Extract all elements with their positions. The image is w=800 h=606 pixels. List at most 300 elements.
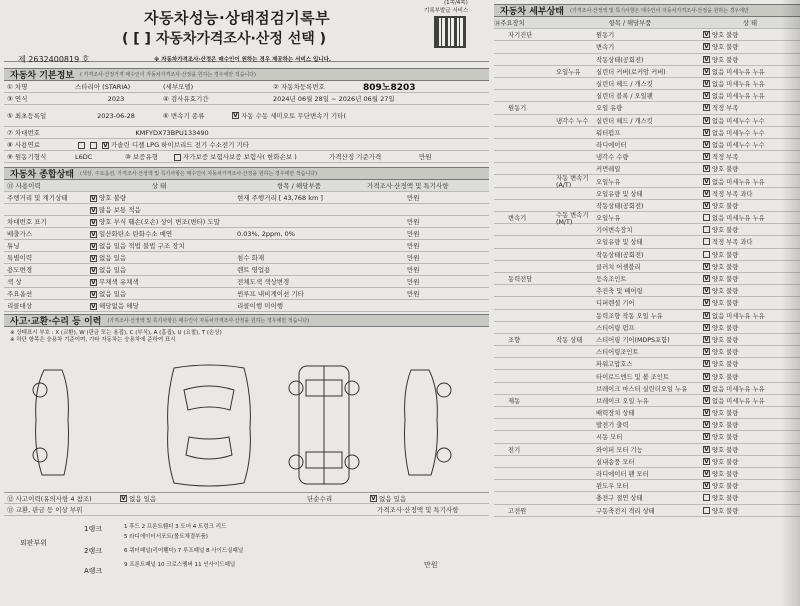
detail-row: [494, 102, 800, 114]
col-usage: ⑪ 사용이력: [7, 182, 41, 190]
overall-row-extra: 만원: [407, 254, 420, 262]
detail-checkbox[interactable]: [703, 433, 710, 440]
detail-sub: 자동 변속기 (A/T): [556, 175, 589, 190]
overall-row-opts: 많음 보통 적음: [99, 206, 141, 214]
legend-note: ※ 하단 항목은 승용차 기준이며, 기타 자동차는 승용차에 준하여 표시: [10, 337, 176, 344]
value-accident: 없음 있음: [129, 494, 157, 503]
detail-group: 고전원: [508, 507, 527, 515]
value-engine-type: L6DC: [75, 152, 93, 161]
warranty-options: [168, 152, 326, 161]
checkbox-self-warranty[interactable]: [174, 154, 181, 161]
detail-row: [494, 322, 800, 334]
overall-row-name: 리콜대상: [7, 302, 33, 310]
label-price-note: 가격조사·산정액 및 특기사항: [377, 506, 459, 514]
detail-checkbox[interactable]: [703, 226, 710, 233]
detail-row: [494, 90, 800, 102]
detail-checkbox[interactable]: [703, 238, 710, 245]
overall-row-opts: 해당없음 해당: [99, 302, 139, 310]
label-fuel: ⑧ 사용연료: [7, 141, 41, 149]
overall-row-name: 주요옵션: [7, 290, 33, 298]
overall-row-opts: 없음 있음 적법 불법 구조 장치: [99, 242, 185, 250]
overall-row-opts: 양호 불량: [99, 194, 127, 202]
detail-state-text: 없음 미세누유 누유: [712, 68, 765, 76]
detail-column-headers: [494, 17, 800, 29]
detail-item: 파워고압호스: [596, 361, 633, 369]
detail-state-text: 적정 부족 과다: [712, 239, 753, 247]
detail-state-text: 없음 미세누유 누유: [712, 385, 765, 393]
detail-item: 디퍼렌셜 기어: [596, 300, 635, 308]
detail-state-text: 양호 불량: [712, 336, 739, 344]
service-notice: ※ 자동차가격조사·산정은 매수인이 원하는 경우 제공하는 서비스 입니다.: [154, 57, 332, 63]
overall-row-options: [84, 205, 234, 214]
detail-row: [494, 431, 800, 443]
label-warranty: ⑩ 보증유형: [125, 153, 159, 161]
detail-item: 워터펌프: [596, 129, 621, 137]
overall-row-detail: 렌트 영업용: [237, 266, 271, 274]
detail-state-text: 적정 부족 과다: [712, 190, 753, 198]
overall-row: [4, 300, 489, 312]
overall-row: [4, 204, 489, 216]
basic-row-2: [4, 93, 489, 105]
overall-row-options: [84, 241, 234, 250]
value-first-registration: 2023-06-28: [97, 111, 135, 120]
detail-state-text: 양호 불량: [712, 349, 739, 357]
detail-row: [494, 139, 800, 151]
overall-row-extra: 만원: [407, 266, 420, 274]
detail-row: [494, 505, 800, 517]
detail-state-text: 양호 불량: [712, 434, 739, 442]
rank2-items: 6 쿼터패널(리어휀더) 7 루프패널 8 사이드실패널: [124, 548, 244, 554]
overall-row-extra: 만원: [407, 242, 420, 250]
detail-state-text: 양호 불량: [712, 288, 739, 296]
overall-header: [4, 167, 489, 180]
detail-rows: [494, 29, 800, 517]
detail-item: 타이로드엔드 및 볼 조인트: [596, 373, 669, 381]
detail-state-text: 양호 불량: [712, 471, 739, 479]
detail-checkbox[interactable]: [703, 360, 710, 367]
car-side-left-icon: [33, 370, 69, 475]
value-warranty: 자가보증 보험사보증 보험사( 한화손보 ): [183, 153, 297, 161]
overall-row: [4, 228, 489, 240]
detail-group: 조향: [508, 336, 521, 344]
detail-row: [494, 285, 800, 297]
overall-checkbox[interactable]: [90, 219, 97, 226]
label-abnormal-parts: ⑬ 교환, 판금 등 이상 부위: [7, 506, 83, 514]
issue-service-label: 기록부발급 서비스: [424, 8, 469, 14]
overall-row: [4, 264, 489, 276]
detail-checkbox[interactable]: [703, 178, 710, 185]
detail-checkbox[interactable]: [703, 117, 710, 124]
detail-group: 동력전달: [508, 276, 533, 284]
overall-row-opts: 양호 부식 훼손(오손) 상이 변조(변타) 도말: [99, 218, 220, 226]
detail-row: [494, 346, 800, 358]
simple-repair-options: [364, 494, 409, 503]
overall-checkbox[interactable]: [90, 279, 97, 286]
checkbox-no-accident[interactable]: [120, 495, 127, 502]
checkbox-lpg[interactable]: [102, 142, 109, 149]
doc-number: [18, 56, 89, 65]
checkbox-diesel[interactable]: [90, 142, 97, 149]
detail-item: 오일유량 및 상태: [596, 239, 643, 247]
overall-row-extra: 만원: [407, 194, 420, 202]
overall-checkbox[interactable]: [90, 243, 97, 250]
detail-checkbox[interactable]: [703, 385, 710, 392]
overall-checkbox[interactable]: [90, 207, 97, 214]
detail-row: [494, 370, 800, 382]
value-simple-repair: 없음 있음: [379, 494, 407, 503]
value-plate: 809노8203: [363, 83, 416, 93]
overall-rows: [4, 192, 489, 312]
detail-item: 작동상태(공회전): [596, 251, 644, 259]
detail-state-text: 양호 불량: [712, 251, 739, 259]
page-shadow: [780, 0, 800, 606]
document-subtitle: ( [ ] 자동차가격조사·산정 선택 ): [122, 31, 327, 47]
detail-row: [494, 175, 800, 190]
detail-state-text: 양호 불량: [712, 44, 739, 52]
detail-state-text: 양호 불량: [712, 483, 739, 491]
detail-checkbox[interactable]: [703, 31, 710, 38]
detail-checkbox[interactable]: [703, 336, 710, 343]
detail-item: 오일유량 및 상태: [596, 190, 643, 198]
overall-row-opts: 없음 있음: [99, 254, 127, 262]
overall-row-options: [84, 217, 234, 226]
detail-item: 브레이크 오일 누유: [596, 397, 649, 405]
basic-info-section: [4, 68, 489, 163]
detail-group: 제동: [508, 397, 521, 405]
detail-checkbox[interactable]: [703, 458, 710, 465]
right-page: [494, 4, 800, 606]
basic-row-3: [4, 105, 489, 127]
detail-group: 자기진단: [508, 32, 533, 40]
detail-item: 라디에이터 팬 모터: [596, 471, 649, 479]
overall-row-extra: 만원: [407, 218, 420, 226]
detail-state-text: 양호 불량: [712, 227, 739, 235]
col-status: 상 태: [151, 182, 167, 190]
section-title: 자동차 종합상태: [10, 170, 74, 180]
label-plate: ② 자동차등록번호: [273, 83, 325, 91]
detail-item: 스티어링 기어(MDPS포함): [596, 336, 670, 344]
detail-group: 원동기: [508, 105, 527, 113]
overall-row: [4, 216, 489, 228]
label-engine-type: ⑨ 원동기형식: [7, 153, 47, 161]
document-header: [4, 0, 489, 64]
detail-item: 실린더 커버(로커암 커버): [596, 68, 666, 76]
detail-item: 오일누유: [596, 215, 621, 223]
col-price: 가격조사·산정액 및 특기사항: [367, 182, 449, 190]
detail-checkbox[interactable]: [703, 165, 710, 172]
overall-row-opts: 없음 있음: [99, 290, 127, 298]
overall-checkbox[interactable]: [90, 303, 97, 310]
detail-state-text: 양호 불량: [712, 276, 739, 284]
detail-checkbox[interactable]: [703, 275, 710, 282]
overall-checkbox[interactable]: [90, 267, 97, 274]
overall-row-detail: 침수 화재: [237, 254, 265, 262]
overall-row-opts: 일산화탄소 탄화수소 매연: [99, 230, 173, 238]
detail-item: 시동 모터: [596, 434, 623, 442]
overall-row-name: 차대번호 표기: [7, 218, 47, 226]
detail-item: 구동축전지 격리 상태: [596, 507, 655, 515]
detail-state-text: 양호 불량: [712, 263, 739, 271]
detail-state-text: 없음 미세누유 누유: [712, 93, 765, 101]
base-price-unit: 만원: [419, 153, 432, 161]
overall-row-options: [84, 289, 234, 298]
detail-state-text: 적정 부족: [712, 154, 739, 162]
detail-item: 클러치 어셈블리: [596, 263, 641, 271]
detail-item: 원동기: [596, 32, 615, 40]
detail-item: 등속조인트: [596, 276, 627, 284]
detail-state-text: 양호 불량: [712, 32, 739, 40]
car-top-view-icon: [168, 365, 251, 486]
detail-row: [494, 236, 800, 248]
detail-checkbox[interactable]: [703, 68, 710, 75]
detail-row: [494, 407, 800, 419]
overall-row-opts: 무채색 유채색: [99, 278, 139, 286]
detail-item: 냉각수 수량: [596, 154, 629, 162]
basic-row-6: [4, 151, 489, 163]
accident-header: [4, 314, 489, 327]
rankA-items: 9 프론트패널 10 크로스멤버 11 인사이드패널: [124, 562, 236, 568]
rank1-items: 1 후드 2 프론트휀더 3 도어 4 트렁크 리드: [124, 524, 227, 530]
overall-row: [4, 192, 489, 204]
detail-state-text: 없음 미세누유 누유: [712, 312, 765, 320]
detail-row: [494, 66, 800, 78]
section-note: (가격조사·산정액 및 특기사항은 매수인이 자동차가격조사·산정을 원하는 경우에만 적습니다): [107, 318, 310, 324]
label-year: ③ 연식: [7, 95, 28, 103]
detail-row: [494, 127, 800, 139]
detail-header: [494, 4, 800, 17]
detail-item: 변속기: [596, 44, 615, 52]
doc-number-label: 제: [18, 55, 26, 64]
document-title: 자동차성능·상태점검기록부: [144, 9, 331, 27]
detail-item: 브레이크 마스터 실린더오일 누유: [596, 385, 688, 393]
abnormal-parts-row: [4, 504, 489, 516]
detail-checkbox[interactable]: [703, 80, 710, 87]
detail-row: [494, 78, 800, 90]
detail-state-text: 양호 불량: [712, 300, 739, 308]
detail-row: [494, 188, 800, 200]
detail-sub: 냉각수 누수: [556, 117, 589, 125]
detail-state-text: 없음 미세누유 누유: [712, 81, 765, 89]
detail-row: [494, 261, 800, 273]
detail-state-text: 양호 불량: [712, 166, 739, 174]
detail-checkbox[interactable]: [703, 190, 710, 197]
col-state: 상 태: [742, 20, 758, 28]
overall-row-options: [84, 301, 234, 310]
overall-column-headers: [4, 180, 489, 192]
col-item: 항목 / 해당부품: [277, 182, 321, 190]
value-car-name: 스타리아 (STARIA): [75, 83, 131, 91]
detail-state-text: 양호 불량: [712, 458, 739, 466]
label-sub-model: (세부모델): [163, 83, 194, 91]
overall-row-name: 특별이력: [7, 254, 33, 262]
detail-checkbox[interactable]: [703, 104, 710, 111]
detail-state-text: 없음 미세누유 누유: [712, 178, 765, 186]
detail-row: [494, 419, 800, 431]
overall-row: [4, 252, 489, 264]
detail-row: [494, 492, 800, 504]
detail-checkbox[interactable]: [703, 470, 710, 477]
overall-row: [4, 288, 489, 300]
detail-item: 와이퍼 모터 기능: [596, 446, 643, 454]
detail-checkbox[interactable]: [703, 494, 710, 501]
col-item: 항목 / 해당부품: [608, 20, 652, 28]
detail-row: [494, 54, 800, 66]
overall-row: [4, 276, 489, 288]
detail-item: 실린더 헤드 / 개스킷: [596, 81, 653, 89]
price-unit: 만원: [424, 561, 438, 569]
detail-checkbox[interactable]: [703, 482, 710, 489]
rank1-items-2: 5 라디에이터서포트(볼트체결부품): [124, 534, 208, 540]
label-inspection-validity: ④ 검사유효기간: [163, 95, 209, 103]
overall-row-detail: 0.03%, 2ppm, 0%: [237, 229, 295, 238]
detail-checkbox[interactable]: [703, 446, 710, 453]
left-page: [4, 0, 489, 606]
detail-sub: 수동 변속기 (M/T): [556, 211, 589, 226]
detail-state-text: 양호 불량: [712, 324, 739, 332]
detail-row: [494, 334, 800, 346]
detail-state-text: 없음 미세누유 누유: [712, 397, 765, 405]
section-note: (가격조사·산정액 및 특기사항은 매수인이 자동차가격조사·산정을 원하는 경우에만: [570, 8, 749, 14]
section-title: 자동차 세부상태: [500, 7, 564, 17]
detail-checkbox[interactable]: [703, 43, 710, 50]
detail-checkbox[interactable]: [703, 373, 710, 380]
detail-checkbox[interactable]: [703, 202, 710, 209]
detail-checkbox[interactable]: [703, 263, 710, 270]
detail-row: [494, 224, 800, 236]
section-note: ( 가격조사·산정가격 매수인이 자동차가격조사·산정을 원하는 경우에만 적습니다): [80, 72, 257, 78]
detail-checkbox[interactable]: [703, 129, 710, 136]
detail-item: 스티어링조인트: [596, 349, 639, 357]
label-car-name: ① 차명: [7, 83, 28, 91]
detail-item: 오일 유량: [596, 105, 623, 113]
car-side-right-icon: [405, 370, 452, 475]
legend-symbols: ※ 상태표시 부호 : X (교환), W (판금 또는 용접), C (부식), A (흠집), U (요철), T (손상): [10, 330, 222, 336]
detail-state-text: 양호 불량: [712, 422, 739, 430]
detail-checkbox[interactable]: [703, 421, 710, 428]
detail-state-text: 없음 미세누유 누유: [712, 215, 765, 223]
car-frame-icon: [289, 366, 359, 484]
overall-row-name: 용도변경: [7, 266, 33, 274]
overall-row-extra: 만원: [407, 278, 420, 286]
overall-section: [4, 167, 489, 312]
detail-row: [494, 310, 800, 322]
overall-checkbox[interactable]: [90, 231, 97, 238]
label-rank1: 1랭크: [84, 525, 102, 533]
detail-item: 실린더 블록 / 오일팬: [596, 93, 653, 101]
detail-checkbox[interactable]: [703, 409, 710, 416]
detail-checkbox[interactable]: [703, 56, 710, 63]
detail-row: [494, 383, 800, 395]
detail-item: 윈도우 모터: [596, 483, 629, 491]
label-first-registration: ⑤ 최초등록일: [7, 112, 47, 120]
detail-row: [494, 41, 800, 53]
checkbox-no-repair[interactable]: [370, 495, 377, 502]
detail-row: [494, 395, 800, 407]
label-rank2: 2랭크: [84, 547, 102, 555]
detail-checkbox[interactable]: [703, 507, 710, 514]
value-transmission: 자동 수동 세미오토 무단변속기 기타(: [241, 111, 346, 120]
overall-row-opts: 없음 있음: [99, 266, 127, 274]
value-inspection-validity: 2024년 06월 28일 ~ 2026년 06월 27일: [273, 95, 395, 103]
label-vin: ⑦ 차대번호: [7, 129, 41, 137]
section-title: 사고·교환·수리 등 이력: [10, 317, 102, 327]
detail-state-text: 없음 미세누수 누수: [712, 129, 765, 137]
detail-state-text: 없음 미세누수 누수: [712, 117, 765, 125]
detail-item: 실린더 헤드 / 개스킷: [596, 117, 653, 125]
detail-item: 기어변속장치: [596, 227, 633, 235]
label-base-price: 가격산정 기준가격: [329, 153, 382, 161]
detail-state-text: 양호 불량: [712, 410, 739, 418]
detail-row: [494, 249, 800, 261]
detail-checkbox[interactable]: [703, 348, 710, 355]
checkbox-gasoline[interactable]: [78, 142, 85, 149]
checkbox-auto[interactable]: [232, 112, 239, 119]
label-rankA: A랭크: [84, 567, 103, 575]
overall-row-options: [84, 193, 234, 202]
basic-row-1: [4, 81, 489, 93]
overall-row-name: 배출가스: [7, 230, 33, 238]
overall-row-options: [84, 253, 234, 262]
detail-row: [494, 115, 800, 127]
detail-state-text: 양호 불량: [712, 495, 739, 503]
detail-item: 커먼레일: [596, 166, 621, 174]
detail-checkbox[interactable]: [703, 141, 710, 148]
overall-row-options: [84, 229, 234, 238]
basic-row-4: [4, 127, 489, 139]
doc-number-value: 2632400819 호: [28, 55, 90, 64]
detail-state-text: 양호 불량: [712, 446, 739, 454]
overall-row-detail: 리콜이행 미이행: [237, 302, 284, 310]
detail-state-text: 양호 불량: [712, 202, 739, 210]
accident-options: [114, 494, 304, 503]
detail-sub: 오일누유: [556, 68, 581, 76]
detail-state-text: 양호 불량: [712, 373, 739, 381]
overall-checkbox[interactable]: [90, 291, 97, 298]
detail-row: [494, 468, 800, 480]
detail-item: 발전기 출력: [596, 422, 629, 430]
detail-checkbox[interactable]: [703, 92, 710, 99]
detail-item: 작동상태(공회전): [596, 56, 644, 64]
basic-row-5: [4, 139, 489, 151]
detail-checkbox[interactable]: [703, 153, 710, 160]
accident-section: [4, 314, 489, 576]
detail-checkbox[interactable]: [703, 299, 710, 306]
overall-row-options: [84, 277, 234, 286]
overall-row-name: 색 상: [7, 278, 22, 286]
detail-checkbox[interactable]: [703, 214, 710, 221]
detail-group: 변속기: [508, 215, 527, 223]
detail-item: 스티어링 펌프: [596, 324, 635, 332]
label-accident-history: ⑫ 사고이력(유의사항 4 참조): [7, 494, 92, 503]
overall-checkbox[interactable]: [90, 195, 97, 202]
detail-row: [494, 456, 800, 468]
detail-checkbox[interactable]: [703, 312, 710, 319]
accident-row: [4, 492, 489, 504]
detail-sub: 작동 상태: [556, 336, 583, 344]
label-outer-panels: 외판부위: [20, 539, 48, 547]
detail-checkbox[interactable]: [703, 287, 710, 294]
detail-checkbox[interactable]: [703, 397, 710, 404]
detail-checkbox[interactable]: [703, 324, 710, 331]
detail-checkbox[interactable]: [703, 251, 710, 258]
detail-row: [494, 200, 800, 212]
detail-item: 오일누유: [596, 178, 621, 186]
overall-row-extra: 만원: [407, 290, 420, 298]
value-fuel: 가솔린 디젤 LPG 하이브리드 전기 수소전기 기타: [111, 141, 249, 149]
overall-row-detail: 전체도색 색상변경: [237, 278, 290, 286]
overall-checkbox[interactable]: [90, 255, 97, 262]
detail-item: 동력조향 작동 오일 누유: [596, 312, 663, 320]
